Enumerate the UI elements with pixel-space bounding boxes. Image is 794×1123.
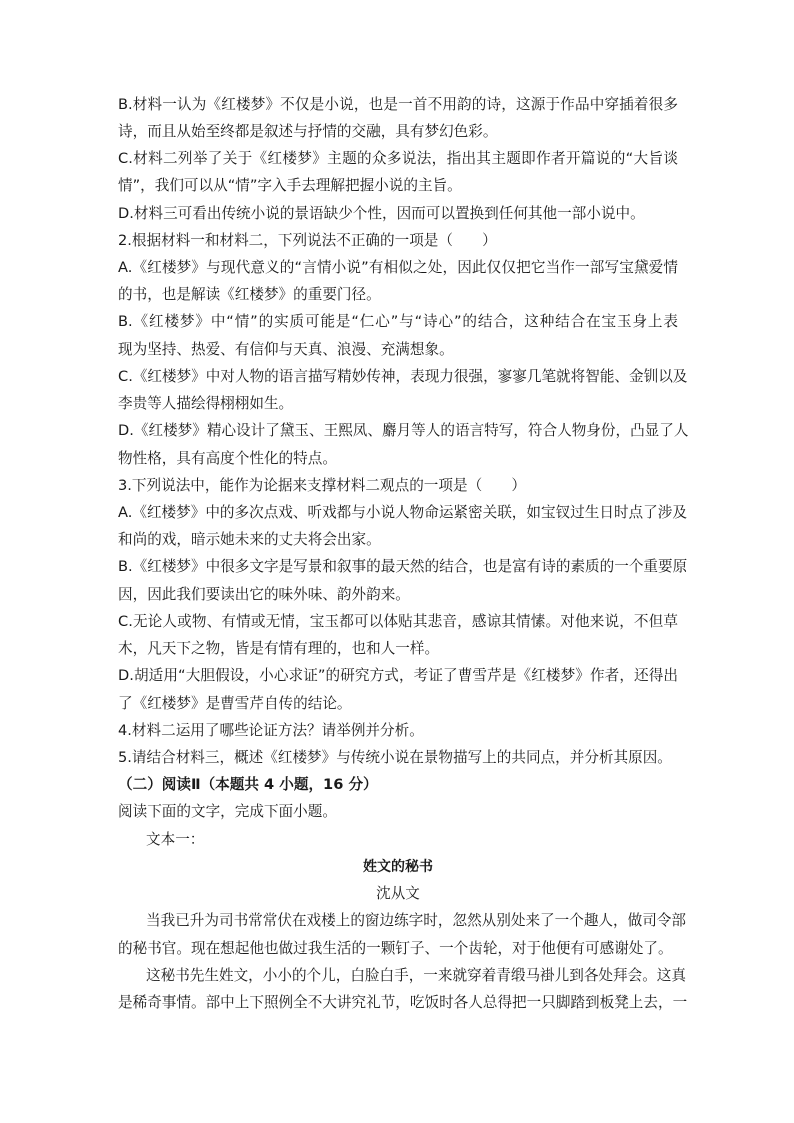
question-3: 3.下列说法中，能作为论据来支撑材料二观点的一项是（ ） [118, 477, 526, 494]
article-title: 姓文的秘书 [363, 859, 433, 875]
article-author: 沈从文 [376, 885, 420, 902]
q2-option-c-line-2: 李贵等人描绘得栩栩如生。 [118, 395, 294, 412]
paragraph-2-line-1: 这秘书先生姓文，小小的个儿，白脸白手，一来就穿着青缎马褂儿到各处拜会。这真 [146, 967, 686, 984]
paragraph-2-line-2: 是稀奇事情。部中上下照例全不大讲究礼节，吃饭时各人总得把一只脚踏到板凳上去，一 [118, 994, 688, 1011]
q2-option-b-line-2: 现为坚持、热爱、有信仰与天真、浪漫、充满想象。 [118, 341, 454, 358]
q2-option-d-line-1: D.《红楼梦》精心设计了黛玉、王熙凤、麝月等人的语言特写，符合人物身份，凸显了人 [118, 422, 689, 439]
q3-option-b-line-1: B.《红楼梦》中很多文字是写景和叙事的最天然的结合，也是富有诗的素质的一个重要原 [118, 558, 688, 575]
option-b-line-2: 诗，而且从始至终都是叙述与抒情的交融，具有梦幻色彩。 [118, 123, 498, 140]
q2-option-d-line-2: 物性格，具有高度个性化的特点。 [118, 450, 337, 467]
text-one-label: 文本一： [146, 831, 205, 848]
question-4: 4.材料二运用了哪些论证方法？请举例并分析。 [118, 722, 424, 739]
q2-option-b-line-1: B.《红楼梦》中“情”的实质可能是“仁心”与“诗心”的结合，这种结合在宝玉身上表 [118, 313, 678, 330]
q2-option-a-line-2: 的书，也是解读《红楼梦》的重要门径。 [118, 286, 381, 303]
q3-option-d-line-1: D.胡适用“大胆假设，小心求证”的研究方式，考证了曹雪芹是《红楼梦》作者，还得出 [118, 667, 678, 684]
q3-option-b-line-2: 因，因此我们要读出它的味外味、韵外韵来。 [118, 586, 410, 603]
q3-option-c-line-1: C.无论人或物、有情或无情，宝玉都可以体贴其悲音，感谅其情愫。对他来说，不但草 [118, 613, 678, 630]
paragraph-1-line-2: 的秘书官。现在想起他也做过我生活的一颗钉子、一个齿轮，对于他便有可感谢处了。 [118, 940, 673, 957]
option-b-line-1: B.材料一认为《红楼梦》不仅是小说，也是一首不用韵的诗，这源于作品中穿插着很多 [118, 96, 678, 113]
question-2: 2.根据材料一和材料二，下列说法不正确的一项是（ ） [118, 232, 497, 249]
question-5: 5.请结合材料三，概述《红楼梦》与传统小说在景物描写上的共同点，并分析其原因。 [118, 749, 672, 766]
section-heading: （二）阅读Ⅱ（本题共 4 小题，16 分） [118, 776, 378, 793]
option-c-line-1: C.材料二列举了关于《红楼梦》主题的众多说法，指出其主题即作者开篇说的“大旨谈 [118, 150, 678, 167]
reading-instruction: 阅读下面的文字，完成下面小题。 [118, 803, 337, 820]
q3-option-a-line-2: 和尚的戏，暗示她未来的丈夫将会出家。 [118, 531, 381, 548]
option-d-line-1: D.材料三可看出传统小说的景语缺少个性，因而可以置换到任何其他一部小说中。 [118, 205, 645, 222]
q3-option-c-line-2: 木，凡天下之物，皆是有情有理的，也和人一样。 [118, 640, 440, 657]
paragraph-1-line-1: 当我已升为司书常常伏在戏楼上的窗边练字时，忽然从别处来了一个趣人，做司令部 [146, 912, 686, 929]
q2-option-c-line-1: C.《红楼梦》中对人物的语言描写精妙传神，表现力很强，寥寥几笔就将智能、金钏以及 [118, 368, 688, 385]
q2-option-a-line-1: A.《红楼梦》与现代意义的“言情小说”有相似之处，因此仅仅把它当作一部写宝黛爱情 [118, 259, 678, 276]
q3-option-d-line-2: 了《红楼梦》是曹雪芹自传的结论。 [118, 695, 352, 712]
q3-option-a-line-1: A.《红楼梦》中的多次点戏、听戏都与小说人物命运紧密关联，如宝钗过生日时点了涉及 [118, 504, 687, 521]
option-c-line-2: 情”，我们可以从“情”字入手去理解把握小说的主旨。 [118, 177, 462, 194]
